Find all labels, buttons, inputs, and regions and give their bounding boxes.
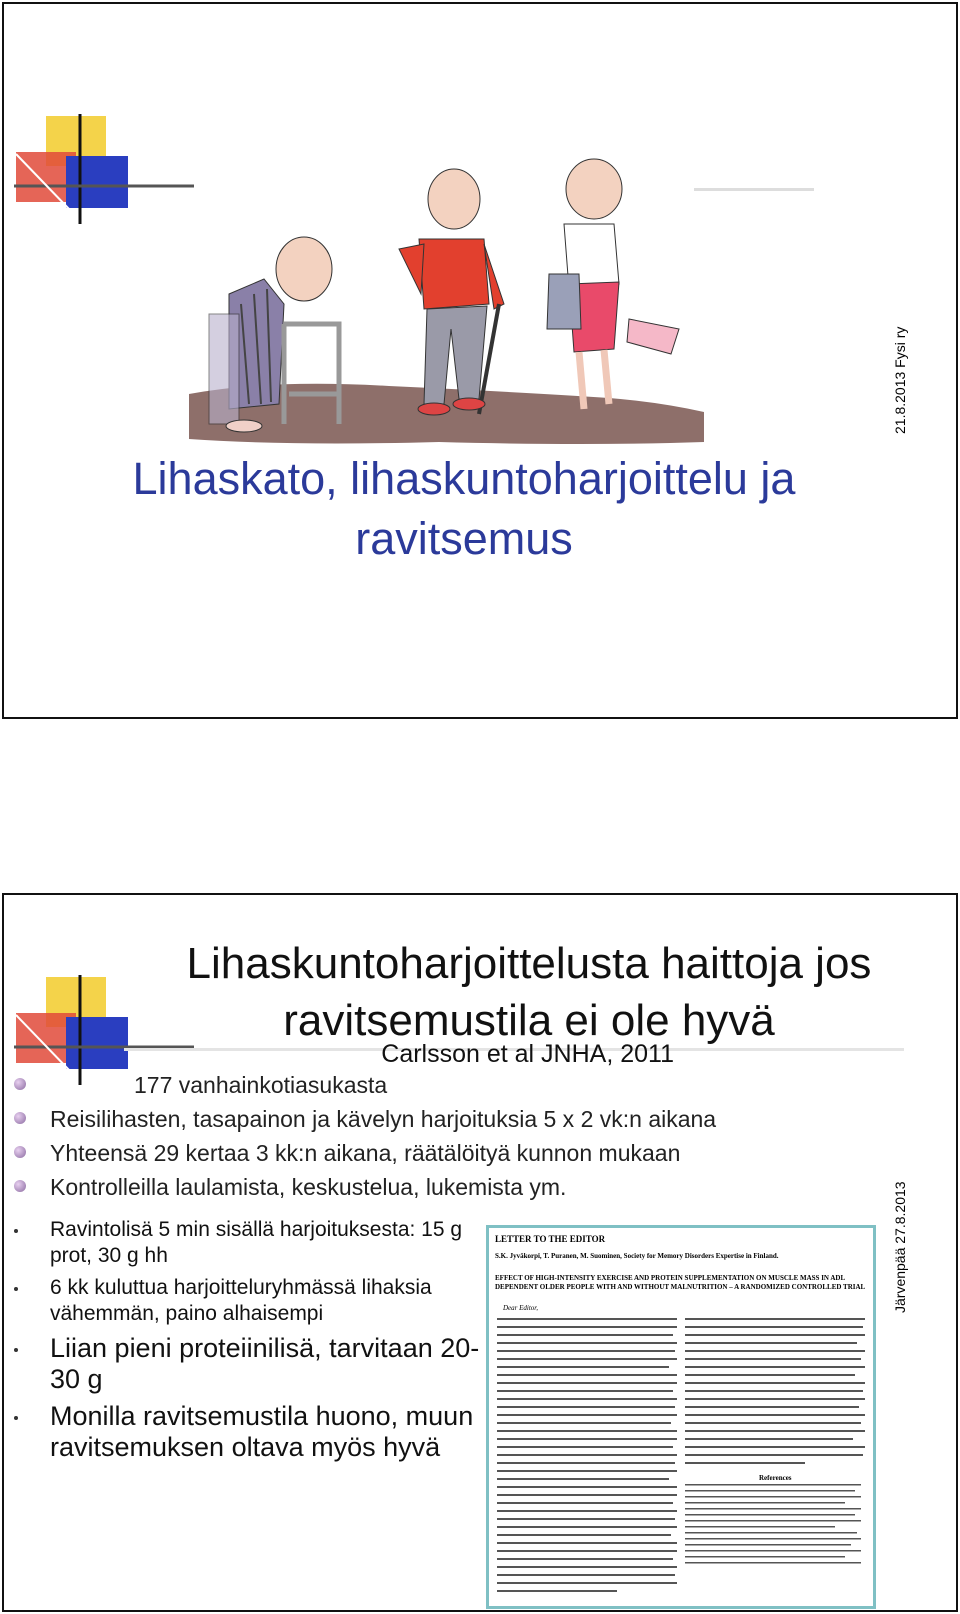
bullet-icon	[14, 1348, 18, 1352]
list-item: Monilla ravitsemustila huono, muun ravitsemuksen oltava myös hyvä	[14, 1401, 484, 1463]
bullet-icon	[14, 1416, 18, 1420]
slide-1-title: Lihaskato, lihaskuntoharjoittelu ja ravitsemus	[132, 453, 796, 564]
figure-cane	[399, 169, 504, 415]
bullet-icon	[14, 1112, 26, 1124]
figure-walking	[547, 159, 679, 409]
slide-2-side-note: Järvenpää 27.8.2013	[892, 1181, 908, 1313]
bullet-icon	[14, 1180, 26, 1192]
slide-2	[2, 893, 958, 1612]
elderly-people-illustration	[189, 154, 709, 454]
list-item: 6 kk kuluttua harjoitteluryhmässä lihaksia vähemmän, paino alhaisempi	[14, 1275, 484, 1327]
slide-1	[2, 2, 958, 719]
list-item: Yhteensä 29 kertaa 3 kk:n aikana, räätälöityä kunnon mukaan	[14, 1136, 864, 1170]
slide-1-side-note: 21.8.2013 Fysi ry	[892, 326, 908, 434]
bullet-icon	[14, 1229, 18, 1233]
letter-body-text-lines	[489, 1316, 873, 1609]
letter-references-label: References	[759, 1474, 792, 1482]
letter-article-title: EFFECT OF HIGH-INTENSITY EXERCISE AND PROTEIN SUPPLEMENTATION ON MUSCLE MASS IN ADL DEPENDENT OLDER PEOPLE WITH AND WITHOUT MALNUTRITION – A RANDOMIZED CONTROLLED TRIAL	[495, 1274, 866, 1291]
letter-authors: S.K. Jyväkorpi, T. Puranen, M. Suominen, Society for Memory Disorders Expertise in Finland.	[495, 1252, 779, 1260]
list-item: Ravintolisä 5 min sisällä harjoituksesta: 15 g prot, 30 g hh	[14, 1217, 484, 1269]
list-item: 177 vanhainkotiasukasta	[14, 1068, 864, 1102]
list-item: Kontrolleilla laulamista, keskustelua, lukemista ym.	[14, 1170, 864, 1204]
sub-bullet-list	[14, 1217, 484, 1469]
bullet-icon	[14, 1078, 26, 1090]
letter-heading: LETTER TO THE EDITOR	[495, 1234, 606, 1244]
slide-2-citation: Carlsson et al JNHA, 2011	[381, 1040, 674, 1068]
bullet-icon	[14, 1287, 18, 1291]
title-rule	[694, 188, 814, 192]
bullet-icon	[14, 1146, 26, 1158]
slide-2-title: Lihaskuntoharjoittelusta haittoja jos ravitsemustila ei ole hyvä	[186, 939, 872, 1045]
list-item: Reisilihasten, tasapainon ja kävelyn harjoituksia 5 x 2 vk:n aikana	[14, 1102, 864, 1136]
main-bullet-list	[14, 1068, 864, 1204]
letter-salutation: Dear Editor,	[503, 1304, 538, 1312]
letter-to-editor-image	[486, 1225, 876, 1609]
slide-decoration-squares	[14, 114, 204, 224]
list-item: Liian pieni proteiinilisä, tarvitaan 20-30 g	[14, 1333, 484, 1395]
